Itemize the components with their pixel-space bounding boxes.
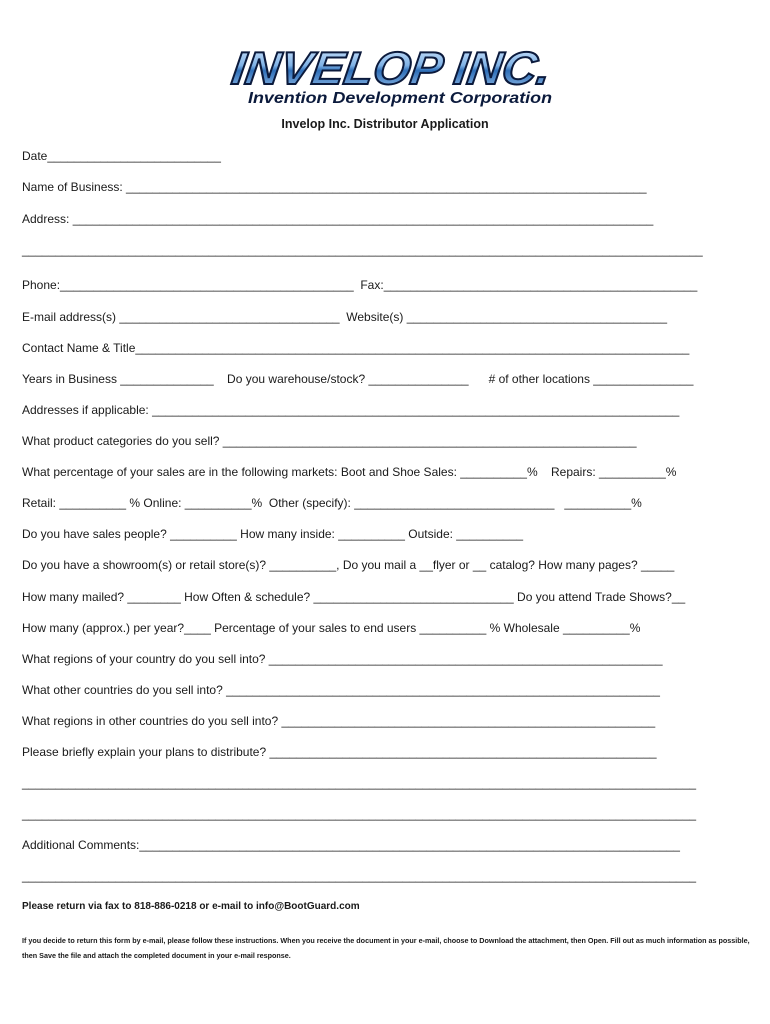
other-country-regions-field[interactable]: What regions in other countries do you sell into? ________________________________________________________ <box>22 714 656 728</box>
years-warehouse-locations-field[interactable]: Years in Business ______________ Do you warehouse/stock? _______________ # of other locations _______________ <box>22 372 694 386</box>
country-regions-field[interactable]: What regions of your country do you sell into? ___________________________________________________________ <box>22 652 663 666</box>
return-instructions: Please return via fax to 818-886-0218 or e-mail to info@BootGuard.com <box>22 901 360 912</box>
company-logo <box>225 36 555 108</box>
additional-comments-field[interactable]: Additional Comments:_________________________________________________________________________________ <box>22 838 680 852</box>
additional-comments-line-2[interactable]: _____________________________________________________________________________________________________ <box>22 869 697 883</box>
retail-online-other-field[interactable]: Retail: __________ % Online: __________% Other (specify): ______________________________ __________% <box>22 496 642 510</box>
mailing-trade-shows-field[interactable]: How many mailed? ________ How Often & schedule? ______________________________ Do you attend Trade Shows?__ <box>22 590 686 604</box>
distribution-plans-line-3[interactable]: _____________________________________________________________________________________________________ <box>22 807 697 821</box>
sales-people-field[interactable]: Do you have sales people? __________ How many inside: __________ Outside: __________ <box>22 527 524 541</box>
logo-brand-text: INVELOP INC. <box>228 42 542 94</box>
product-categories-field[interactable]: What product categories do you sell? ______________________________________________________________ <box>22 434 637 448</box>
phone-fax-field[interactable]: Phone:____________________________________________ Fax:_______________________________________________ <box>22 278 698 292</box>
market-percentage-field[interactable]: What percentage of your sales are in the following markets: Boot and Shoe Sales: __________% Repairs: __________% <box>22 465 677 479</box>
distribution-plans-line-2[interactable]: _____________________________________________________________________________________________________ <box>22 776 697 790</box>
other-countries-field[interactable]: What other countries do you sell into? _________________________________________________________________ <box>22 683 660 697</box>
contact-name-field[interactable]: Contact Name & Title___________________________________________________________________________________ <box>22 341 690 355</box>
address-line-2[interactable]: ______________________________________________________________________________________________________ <box>22 243 703 257</box>
shows-per-year-field[interactable]: How many (approx.) per year?____ Percentage of your sales to end users __________ % Wholesale __________% <box>22 621 641 635</box>
date-field[interactable]: Date__________________________ <box>22 149 221 163</box>
business-name-field[interactable]: Name of Business: ______________________________________________________________________________ <box>22 180 647 194</box>
email-instructions: If you decide to return this form by e-mail, please follow these instructions. When you receive the document in your e-mail, choose to Download the attachment, then Open. Fill out as much information as possible, then Save the file and attach the completed document in your e-mail response. <box>22 936 750 960</box>
distribution-plans-field[interactable]: Please briefly explain your plans to distribute? __________________________________________________________ <box>22 745 657 759</box>
address-field[interactable]: Address: _______________________________________________________________________________________ <box>22 212 654 226</box>
form-title: Invelop Inc. Distributor Application <box>281 117 489 131</box>
email-website-field[interactable]: E-mail address(s) _________________________________ Website(s) _______________________________________ <box>22 310 667 324</box>
showroom-catalog-field[interactable]: Do you have a showroom(s) or retail store(s)? __________, Do you mail a __flyer or __ catalog? How many pages? _____ <box>22 558 675 572</box>
addresses-field[interactable]: Addresses if applicable: _______________________________________________________________________________ <box>22 403 680 417</box>
logo-tagline: Invention Development Corporation <box>248 90 553 107</box>
